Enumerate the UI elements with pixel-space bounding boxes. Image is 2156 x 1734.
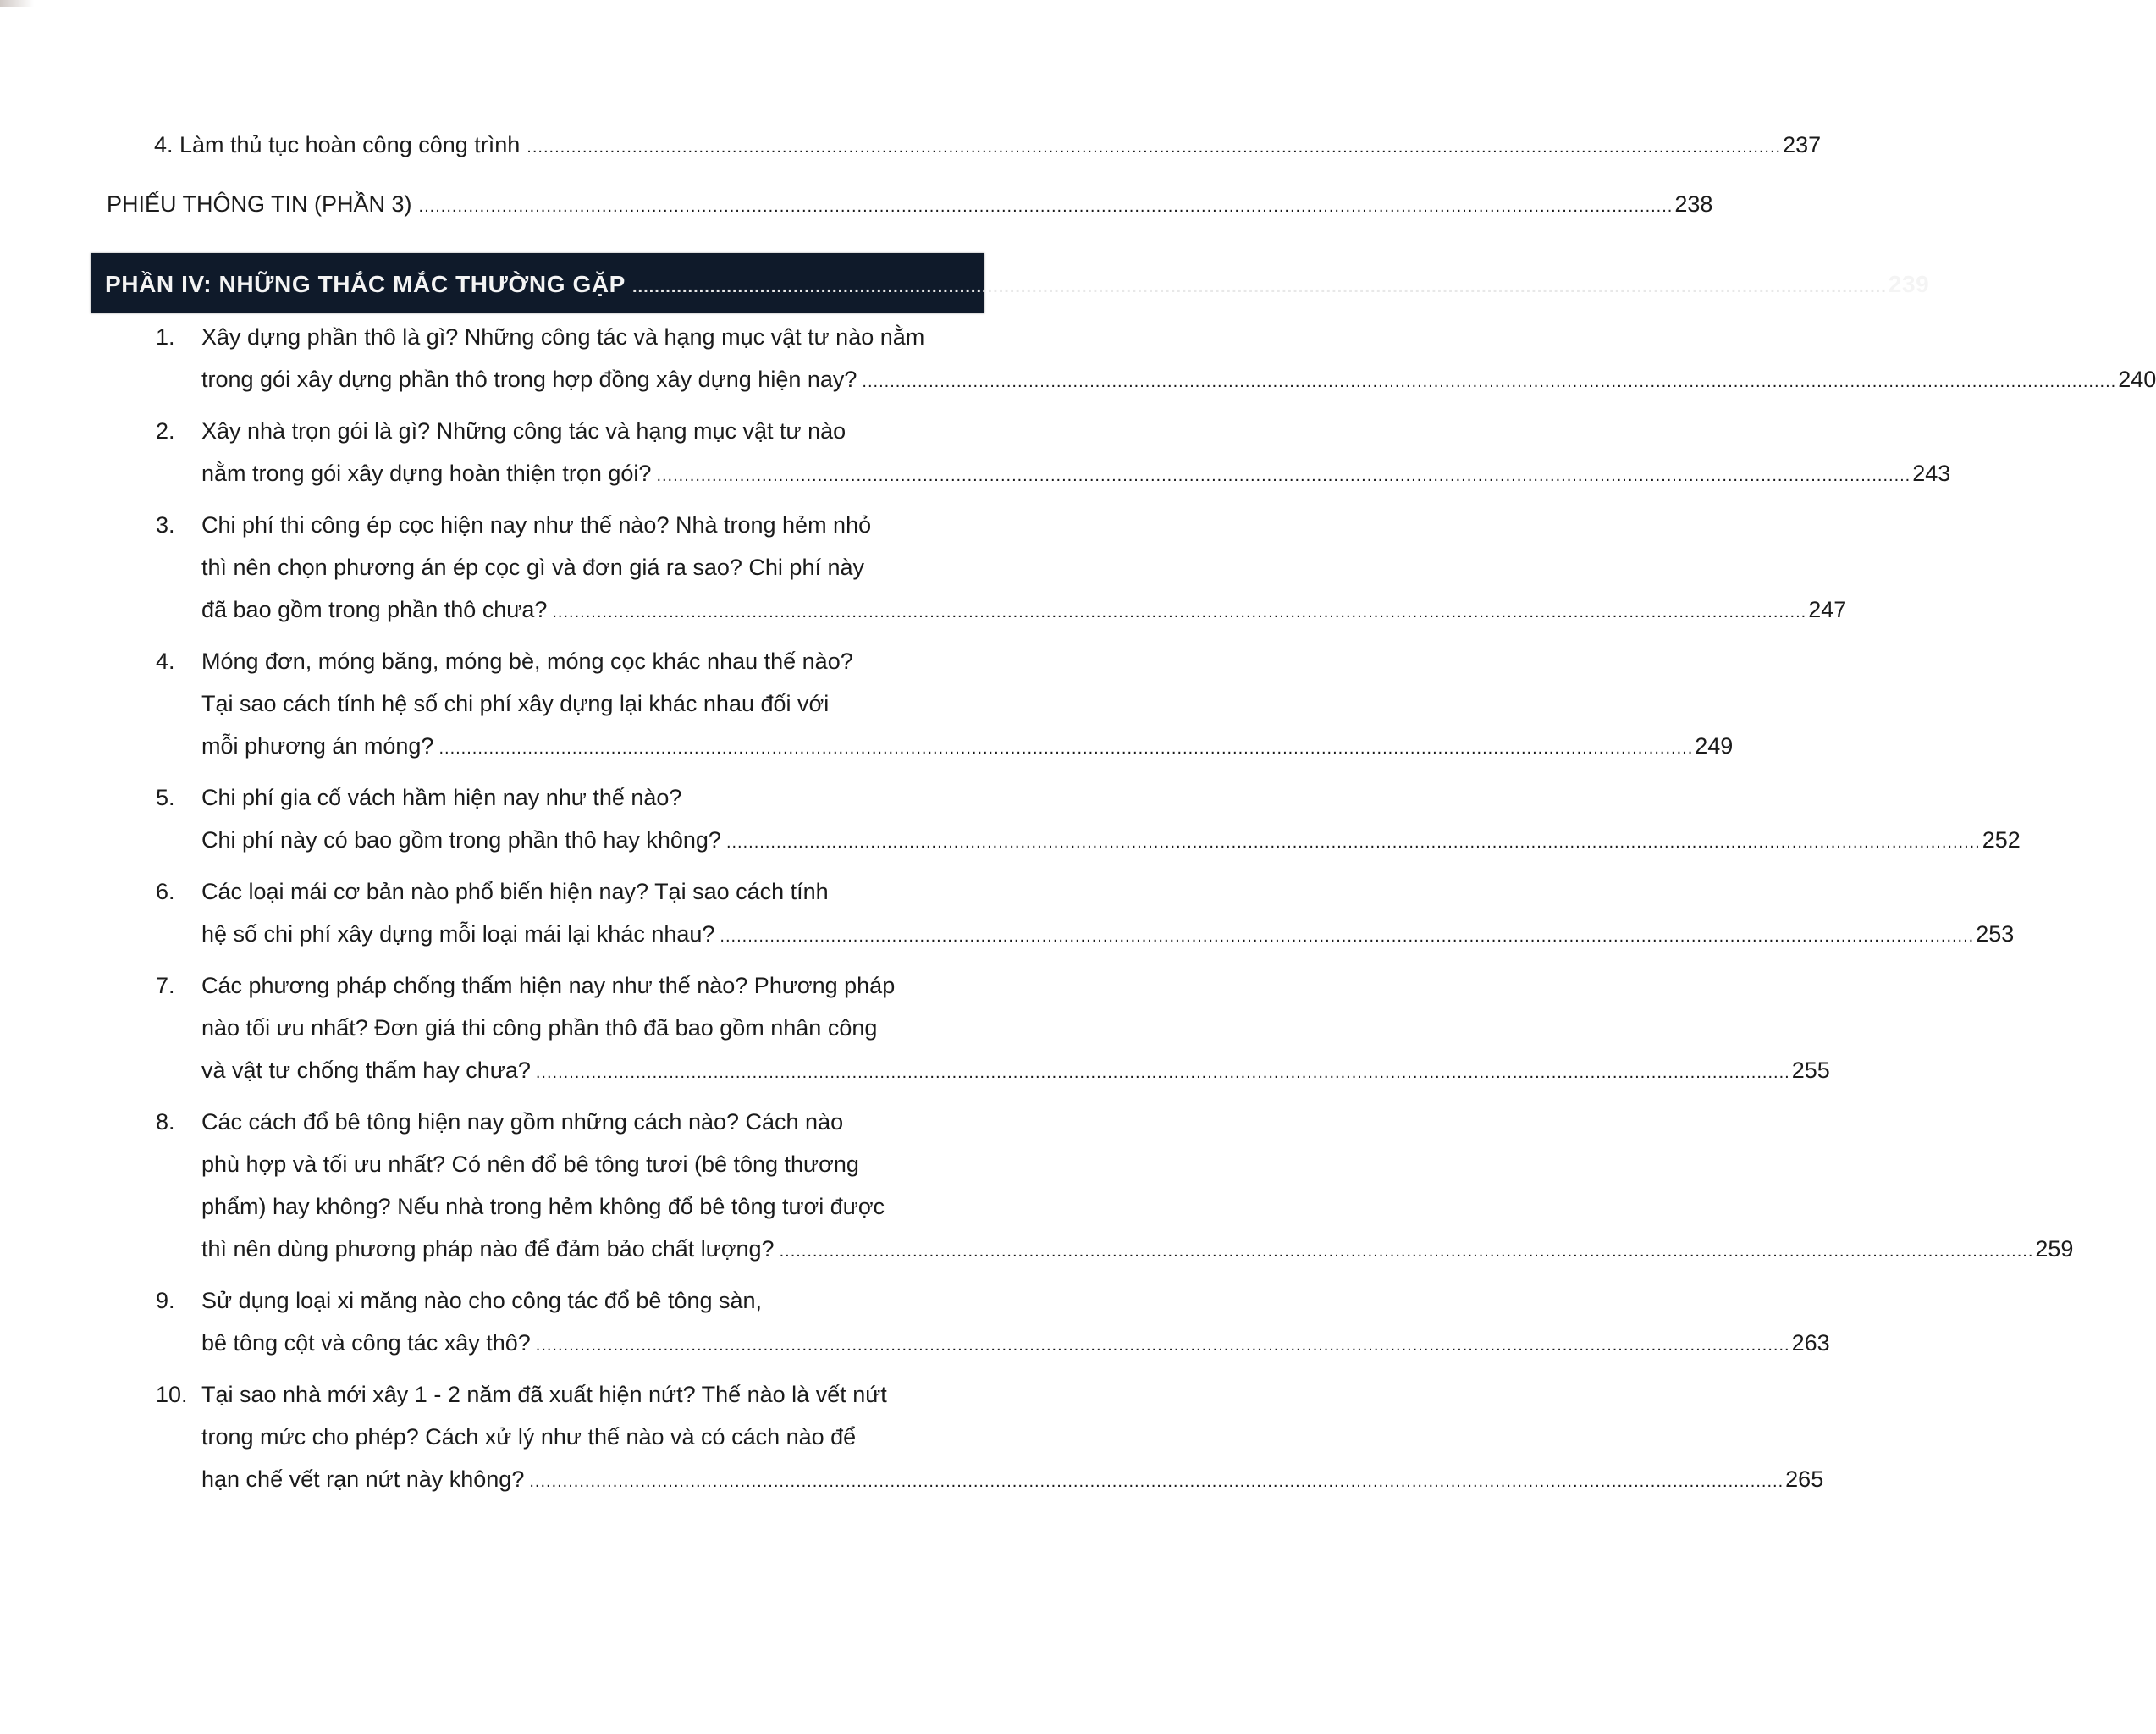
- question-line: Chi phí gia cố vách hầm hiện nay như thế nào?: [201, 785, 682, 810]
- toc-question-item: [156, 504, 1847, 633]
- toc-question-item: [156, 964, 1830, 1094]
- question-line: Chi phí này có bao gồm trong phần thô hay không?: [201, 827, 721, 853]
- question-line: thì nên chọn phương án ép cọc gì và đơn giá ra sao? Chi phí này: [201, 555, 864, 580]
- toc-page-number: 249: [1695, 733, 1734, 759]
- question-line: và vật tư chống thấm hay chưa?: [201, 1058, 531, 1083]
- toc-entry-sub-4: [154, 124, 1822, 168]
- question-text: [201, 870, 2014, 958]
- question-number: 1.: [156, 324, 175, 350]
- question-line: Tại sao cách tính hệ số chi phí xây dựng lại khác nhau đối với: [201, 691, 830, 716]
- question-last-line: [201, 1322, 1830, 1367]
- dot-leader: [527, 126, 1781, 168]
- question-text: [201, 1373, 1823, 1503]
- question-last-line: [201, 1458, 1823, 1503]
- page-corner-shadow: [0, 0, 34, 7]
- question-line: hệ số chi phí xây dựng mỗi loại mái lại khác nhau?: [201, 921, 715, 947]
- question-text: [201, 410, 1950, 497]
- question-line: Các cách đổ bê tông hiện nay gồm những cách nào? Cách nào: [201, 1109, 844, 1135]
- question-line: Tại sao nhà mới xây 1 - 2 năm đã xuất hiện nứt? Thế nào là vết nứt: [201, 1382, 887, 1407]
- toc-entry-title: 4. Làm thủ tục hoàn công công trình: [154, 132, 521, 157]
- question-text: [201, 1279, 1830, 1367]
- question-text: [201, 640, 1733, 770]
- dot-leader: [419, 185, 1674, 228]
- toc-page-number: 243: [1912, 461, 1951, 486]
- toc-page-number: 247: [1808, 597, 1847, 622]
- part-heading-bar: [91, 253, 1930, 313]
- toc-page-number: 253: [1976, 921, 2015, 947]
- toc-page-number: 263: [1791, 1330, 1830, 1356]
- question-number: 4.: [156, 649, 175, 674]
- toc-page-number: 265: [1785, 1466, 1824, 1492]
- question-line: Xây nhà trọn gói là gì? Những công tác và hạng mục vật tư nào: [201, 418, 846, 444]
- question-number: 3.: [156, 512, 175, 538]
- question-line: thì nên dùng phương pháp nào để đảm bảo chất lượng?: [201, 1236, 775, 1262]
- part-title: PHẦN IV: NHỮNG THẮC MẮC THƯỜNG GẶP: [105, 271, 626, 297]
- toc-question-item: [156, 1279, 1830, 1367]
- dot-leader: [536, 1052, 1790, 1094]
- question-line: hạn chế vết rạn nứt này không?: [201, 1466, 525, 1492]
- dot-leader: [552, 591, 1806, 633]
- question-line: Xây dựng phần thô là gì? Những công tác và hạng mục vật tư nào nằm: [201, 324, 925, 350]
- question-line: Chi phí thi công ép cọc hiện nay như thế nào? Nhà trong hẻm nhỏ: [201, 512, 872, 538]
- question-number: 2.: [156, 418, 175, 444]
- question-last-line: [201, 725, 1733, 770]
- toc-page-number: 238: [1674, 191, 1713, 217]
- question-line: mỗi phương án móng?: [201, 733, 434, 759]
- toc-page-number: 237: [1783, 132, 1822, 157]
- dot-leader: [862, 361, 2116, 403]
- question-line: nằm trong gói xây dựng hoàn thiện trọn gói?: [201, 461, 652, 486]
- dot-leader: [656, 455, 1911, 497]
- question-line: nào tối ưu nhất? Đơn giá thi công phần thô đã bao gồm nhân công: [201, 1015, 878, 1041]
- toc-question-item: [156, 410, 1951, 497]
- question-line: trong mức cho phép? Cách xử lý như thế nào và có cách nào để: [201, 1424, 857, 1450]
- toc-question-item: [156, 1373, 1824, 1503]
- toc-page-number: 240: [2118, 367, 2156, 392]
- question-line: Móng đơn, móng băng, móng bè, móng cọc khác nhau thế nào?: [201, 649, 853, 674]
- question-line: Sử dụng loại xi măng nào cho công tác đổ bê tông sàn,: [201, 1288, 763, 1313]
- question-line: bê tông cột và công tác xây thô?: [201, 1330, 531, 1356]
- question-number: 10.: [156, 1382, 188, 1407]
- part-page-number: 239: [1888, 271, 1930, 297]
- question-text: [201, 964, 1830, 1094]
- question-number: 9.: [156, 1288, 175, 1313]
- toc-page-number: 259: [2035, 1236, 2074, 1262]
- dot-leader: [438, 727, 1693, 770]
- question-text: [201, 776, 2021, 864]
- question-text: [201, 504, 1846, 633]
- question-number: 5.: [156, 785, 175, 810]
- toc-page-number: 255: [1791, 1058, 1830, 1083]
- dot-leader: [632, 266, 1887, 308]
- question-text: [201, 1101, 2073, 1273]
- question-line: phẩm) hay không? Nếu nhà trong hẻm không đổ bê tông tươi được: [201, 1194, 885, 1219]
- toc-question-item: [156, 316, 2156, 403]
- question-last-line: [201, 913, 2014, 958]
- question-last-line: [201, 1228, 2073, 1273]
- toc-question-item: [156, 870, 2015, 958]
- dot-leader: [726, 821, 1981, 864]
- dot-leader: [780, 1230, 2034, 1273]
- question-last-line: [201, 819, 2021, 864]
- toc-entry-form: [107, 183, 1713, 228]
- dot-leader: [529, 1461, 1784, 1503]
- toc-question-item: [156, 1101, 2074, 1273]
- question-number: 8.: [156, 1109, 175, 1135]
- dot-leader: [536, 1324, 1790, 1367]
- question-last-line: [201, 588, 1846, 633]
- question-text: [201, 316, 2156, 403]
- question-last-line: [201, 358, 2156, 403]
- question-last-line: [201, 452, 1950, 497]
- toc-question-item: [156, 640, 1734, 770]
- toc-page-number: 252: [1982, 827, 2021, 853]
- question-last-line: [201, 1049, 1830, 1094]
- dot-leader: [720, 915, 1974, 958]
- question-line: trong gói xây dựng phần thô trong hợp đồng xây dựng hiện nay?: [201, 367, 857, 392]
- question-list: [156, 316, 2156, 1510]
- toc-entry-title: PHIẾU THÔNG TIN (PHẦN 3): [107, 191, 412, 217]
- question-line: Các loại mái cơ bản nào phổ biến hiện nay? Tại sao cách tính: [201, 879, 829, 904]
- question-line: đã bao gồm trong phần thô chưa?: [201, 597, 548, 622]
- question-number: 7.: [156, 973, 175, 998]
- question-number: 6.: [156, 879, 175, 904]
- question-line: Các phương pháp chống thấm hiện nay như thế nào? Phương pháp: [201, 973, 896, 998]
- part-heading: [105, 263, 1930, 308]
- toc-question-item: [156, 776, 2021, 864]
- question-line: phù hợp và tối ưu nhất? Có nên đổ bê tông tươi (bê tông thương: [201, 1151, 859, 1177]
